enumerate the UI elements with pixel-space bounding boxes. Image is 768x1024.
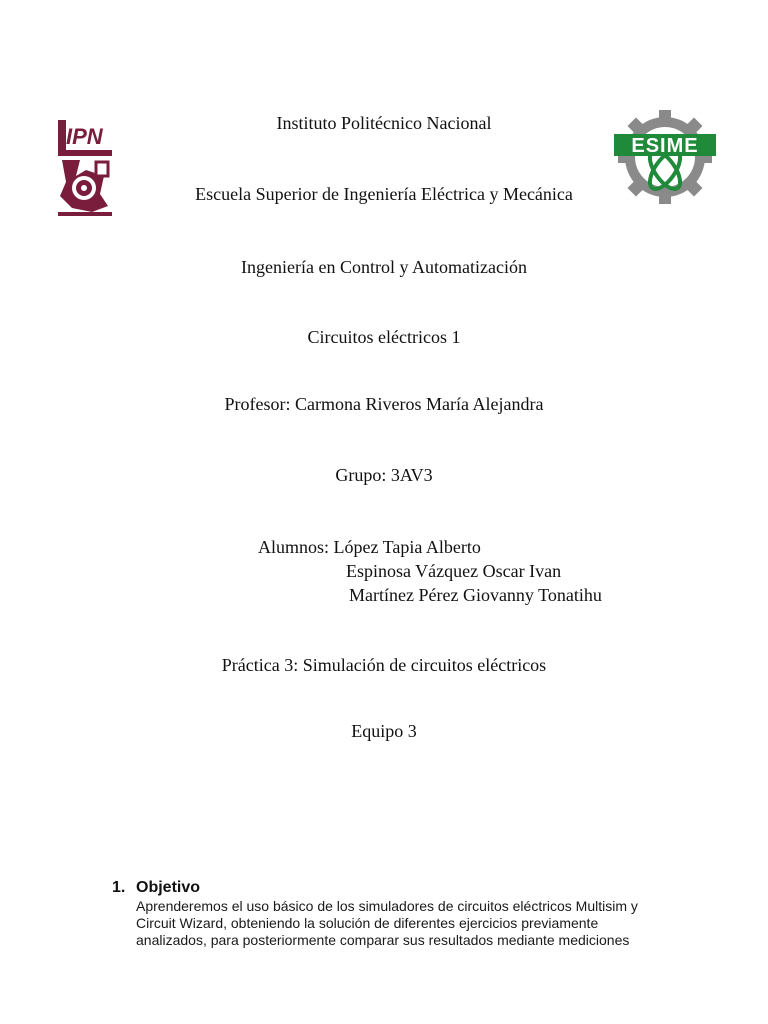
program-name: Ingeniería en Control y Automatización: [241, 257, 527, 277]
section-body: [136, 898, 696, 949]
svg-text:IPN: IPN: [66, 124, 103, 149]
body-line: Circuit Wizard, obteniendo la solución de diferentes ejercicios previamente: [136, 915, 599, 931]
institute-name: Instituto Politécnico Nacional: [276, 113, 492, 133]
group-label: Grupo: 3AV3: [335, 465, 433, 485]
body-line: Aprenderemos el uso básico de los simuladores de circuitos eléctricos Multisim y: [136, 898, 638, 914]
student-name: Espinosa Vázquez Oscar Ivan: [346, 561, 562, 581]
professor-name: Profesor: Carmona Riveros María Alejandra: [224, 394, 544, 414]
student-name: Martínez Pérez Giovanny Tonatihu: [349, 585, 602, 605]
section-heading: [112, 878, 712, 898]
objective-section: [112, 878, 712, 949]
section-number: 1.: [112, 879, 126, 896]
svg-text:ESIME: ESIME: [631, 135, 699, 157]
practice-title: Práctica 3: Simulación de circuitos eléctricos: [221, 655, 547, 675]
section-title: Objetivo: [136, 879, 201, 896]
team-label: Equipo 3: [351, 721, 417, 741]
course-name: Circuitos eléctricos 1: [307, 327, 461, 347]
school-name: Escuela Superior de Ingeniería Eléctrica y Mecánica: [195, 184, 573, 204]
body-line: analizados, para posteriormente comparar sus resultados mediante mediciones: [136, 932, 630, 948]
students-label: Alumnos: López Tapia Alberto: [258, 537, 481, 557]
